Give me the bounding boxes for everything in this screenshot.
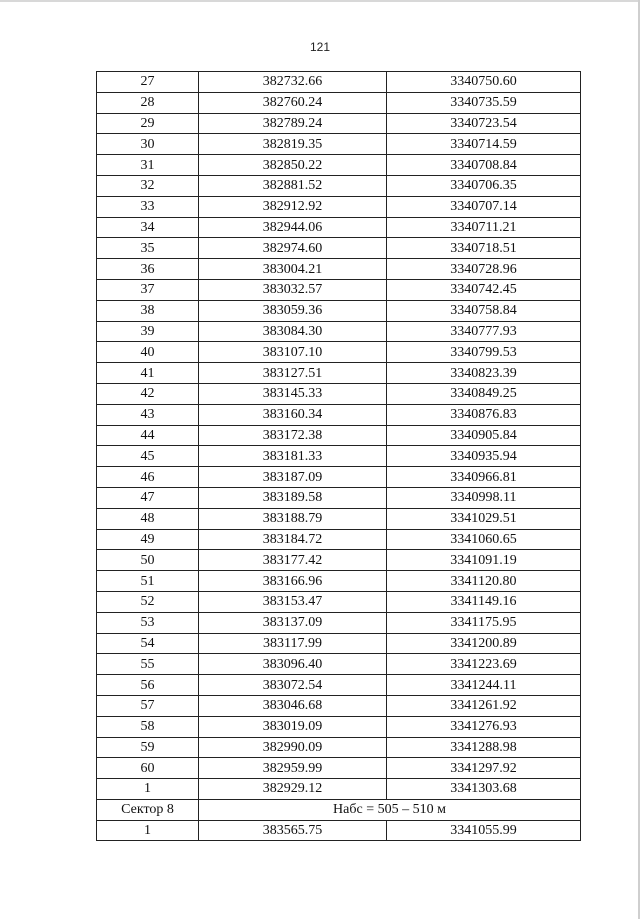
table-row [97,259,581,280]
x-coordinate-cell: 382912.92 [199,196,387,217]
x-coordinate-cell: 383059.36 [199,300,387,321]
y-coordinate-cell: 3340718.51 [387,238,581,259]
point-number-cell: 29 [97,113,199,134]
table-row [97,550,581,571]
table-row [97,779,581,800]
coordinates-table [96,71,581,841]
point-number-cell: 54 [97,633,199,654]
point-number-cell: 45 [97,446,199,467]
point-number-cell: 50 [97,550,199,571]
table-row [97,404,581,425]
x-coordinate-cell: 383189.58 [199,487,387,508]
sector-header-row [97,799,581,820]
table-row [97,716,581,737]
y-coordinate-cell: 3341060.65 [387,529,581,550]
table-row [97,654,581,675]
y-coordinate-cell: 3341149.16 [387,591,581,612]
point-number-cell: 28 [97,92,199,113]
x-coordinate-cell: 383107.10 [199,342,387,363]
y-coordinate-cell: 3340935.94 [387,446,581,467]
y-coordinate-cell: 3341223.69 [387,654,581,675]
x-coordinate-cell: 383166.96 [199,571,387,592]
y-coordinate-cell: 3340966.81 [387,467,581,488]
point-number-cell: 44 [97,425,199,446]
table-row [97,92,581,113]
x-coordinate-cell: 383096.40 [199,654,387,675]
table-row [97,279,581,300]
table-row [97,300,581,321]
table-row [97,321,581,342]
x-coordinate-cell: 383072.54 [199,675,387,696]
page-edge-top [0,0,640,2]
x-coordinate-cell: 382929.12 [199,779,387,800]
x-coordinate-cell: 383187.09 [199,467,387,488]
table-row [97,238,581,259]
point-number-cell: 36 [97,259,199,280]
x-coordinate-cell: 383184.72 [199,529,387,550]
point-number-cell: 48 [97,508,199,529]
y-coordinate-cell: 3340708.84 [387,155,581,176]
y-coordinate-cell: 3340714.59 [387,134,581,155]
x-coordinate-cell: 383565.75 [199,820,387,841]
x-coordinate-cell: 383137.09 [199,612,387,633]
x-coordinate-cell: 383084.30 [199,321,387,342]
x-coordinate-cell: 383046.68 [199,695,387,716]
x-coordinate-cell: 383153.47 [199,591,387,612]
point-number-cell: 56 [97,675,199,696]
point-number-cell: 59 [97,737,199,758]
table-row [97,155,581,176]
point-number-cell: 37 [97,279,199,300]
y-coordinate-cell: 3340849.25 [387,383,581,404]
table-row [97,363,581,384]
table-row [97,820,581,841]
y-coordinate-cell: 3340799.53 [387,342,581,363]
table-row [97,467,581,488]
y-coordinate-cell: 3340706.35 [387,175,581,196]
point-number-cell: 52 [97,591,199,612]
point-number-cell: 34 [97,217,199,238]
y-coordinate-cell: 3340750.60 [387,72,581,93]
point-number-cell: 1 [97,779,199,800]
y-coordinate-cell: 3341055.99 [387,820,581,841]
y-coordinate-cell: 3340742.45 [387,279,581,300]
point-number-cell: 55 [97,654,199,675]
table-row [97,612,581,633]
point-number-cell: 51 [97,571,199,592]
x-coordinate-cell: 383188.79 [199,508,387,529]
point-number-cell: 32 [97,175,199,196]
table-row [97,134,581,155]
x-coordinate-cell: 383117.99 [199,633,387,654]
point-number-cell: 49 [97,529,199,550]
table-row [97,446,581,467]
point-number-cell: 30 [97,134,199,155]
y-coordinate-cell: 3341261.92 [387,695,581,716]
x-coordinate-cell: 382850.22 [199,155,387,176]
y-coordinate-cell: 3340905.84 [387,425,581,446]
point-number-cell: 1 [97,820,199,841]
y-coordinate-cell: 3340998.11 [387,487,581,508]
y-coordinate-cell: 3340711.21 [387,217,581,238]
y-coordinate-cell: 3341200.89 [387,633,581,654]
sector-label: Сектор 8 [97,799,199,820]
point-number-cell: 58 [97,716,199,737]
x-coordinate-cell: 382974.60 [199,238,387,259]
x-coordinate-cell: 383145.33 [199,383,387,404]
point-number-cell: 35 [97,238,199,259]
table-row [97,383,581,404]
point-number-cell: 43 [97,404,199,425]
x-coordinate-cell: 383004.21 [199,259,387,280]
y-coordinate-cell: 3340777.93 [387,321,581,342]
x-coordinate-cell: 382990.09 [199,737,387,758]
point-number-cell: 38 [97,300,199,321]
y-coordinate-cell: 3341091.19 [387,550,581,571]
table-row [97,487,581,508]
page-number: 121 [309,40,331,54]
x-coordinate-cell: 382760.24 [199,92,387,113]
table-row [97,175,581,196]
y-coordinate-cell: 3340758.84 [387,300,581,321]
x-coordinate-cell: 382819.35 [199,134,387,155]
point-number-cell: 53 [97,612,199,633]
point-number-cell: 40 [97,342,199,363]
x-coordinate-cell: 382881.52 [199,175,387,196]
y-coordinate-cell: 3341276.93 [387,716,581,737]
point-number-cell: 46 [97,467,199,488]
point-number-cell: 27 [97,72,199,93]
x-coordinate-cell: 383127.51 [199,363,387,384]
point-number-cell: 33 [97,196,199,217]
y-coordinate-cell: 3340707.14 [387,196,581,217]
x-coordinate-cell: 383032.57 [199,279,387,300]
y-coordinate-cell: 3341244.11 [387,675,581,696]
point-number-cell: 57 [97,695,199,716]
point-number-cell: 31 [97,155,199,176]
point-number-cell: 42 [97,383,199,404]
x-coordinate-cell: 382944.06 [199,217,387,238]
point-number-cell: 60 [97,758,199,779]
table-row [97,695,581,716]
sector-height-note: Набс = 505 – 510 м [199,799,581,820]
table-row [97,113,581,134]
y-coordinate-cell: 3340728.96 [387,259,581,280]
y-coordinate-cell: 3340823.39 [387,363,581,384]
y-coordinate-cell: 3340735.59 [387,92,581,113]
x-coordinate-cell: 383181.33 [199,446,387,467]
x-coordinate-cell: 382959.99 [199,758,387,779]
x-coordinate-cell: 382789.24 [199,113,387,134]
table-row [97,508,581,529]
x-coordinate-cell: 383160.34 [199,404,387,425]
table-row [97,72,581,93]
y-coordinate-cell: 3341029.51 [387,508,581,529]
table-row [97,633,581,654]
x-coordinate-cell: 382732.66 [199,72,387,93]
table-row [97,675,581,696]
y-coordinate-cell: 3340876.83 [387,404,581,425]
y-coordinate-cell: 3341297.92 [387,758,581,779]
x-coordinate-cell: 383172.38 [199,425,387,446]
table-row [97,758,581,779]
table-row [97,425,581,446]
table-row [97,737,581,758]
table-row [97,342,581,363]
table-row [97,529,581,550]
x-coordinate-cell: 383019.09 [199,716,387,737]
table-row [97,217,581,238]
table-row [97,196,581,217]
point-number-cell: 41 [97,363,199,384]
y-coordinate-cell: 3341288.98 [387,737,581,758]
x-coordinate-cell: 383177.42 [199,550,387,571]
y-coordinate-cell: 3341120.80 [387,571,581,592]
y-coordinate-cell: 3341303.68 [387,779,581,800]
table-row [97,591,581,612]
coordinates-table-body [97,72,581,841]
y-coordinate-cell: 3341175.95 [387,612,581,633]
point-number-cell: 39 [97,321,199,342]
table-row [97,571,581,592]
y-coordinate-cell: 3340723.54 [387,113,581,134]
point-number-cell: 47 [97,487,199,508]
